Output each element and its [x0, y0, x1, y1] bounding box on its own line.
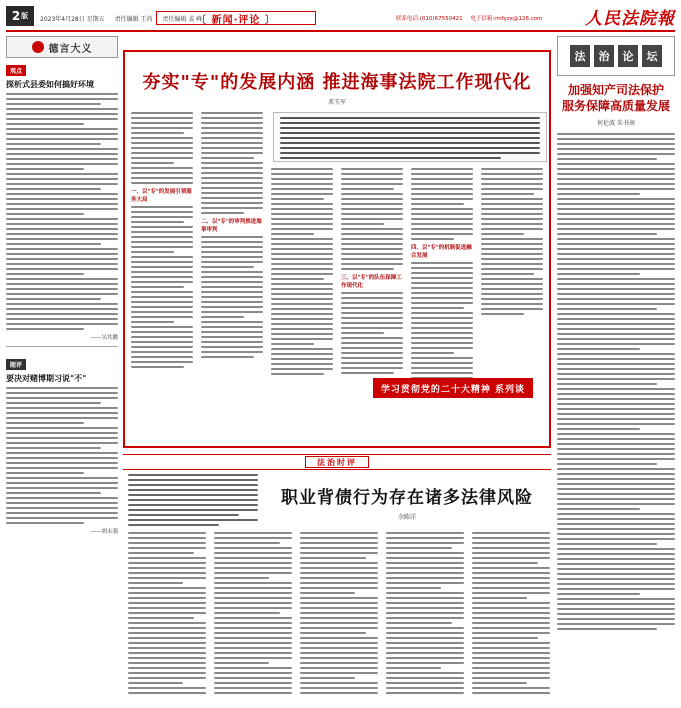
- divider: [6, 346, 118, 347]
- left-article-2-body: [6, 387, 118, 524]
- left-article-2-byline: ——胡永强: [90, 529, 118, 535]
- bottom-col-5: [472, 532, 550, 697]
- feature-subhead-2: 二、以"专"的审判推进海事审判: [201, 219, 262, 233]
- header-char-1: 法: [570, 45, 590, 67]
- feature-article: [123, 50, 551, 448]
- bottom-section-label: 法治时评: [305, 456, 369, 468]
- bottom-col-2: [214, 532, 292, 697]
- feature-col-2: [201, 112, 263, 361]
- contact-info: [396, 14, 549, 22]
- designer-credit: 责任编辑 姜 峰: [162, 16, 203, 23]
- bottom-lead-text: [128, 474, 258, 524]
- feature-subhead-4: 四、以"专"的机制促进融合发展: [411, 245, 472, 259]
- left-article-1-body: [6, 93, 118, 330]
- page-suffix: 版: [21, 12, 29, 20]
- viewpoint-tag: 观点: [6, 65, 26, 76]
- feature-col-4: [341, 168, 403, 377]
- bottom-article-body: [128, 532, 550, 704]
- left-column: [6, 36, 118, 704]
- right-title-line-2: 服务保障高质量发展: [561, 99, 670, 113]
- feature-title: 夯实"专"的发展内涵 推进海事法院工作现代化: [142, 72, 532, 93]
- feature-col-5: [411, 168, 473, 392]
- left-article-2-title: 要决对赌博期习说"不": [6, 374, 87, 383]
- right-column: [557, 36, 675, 704]
- left-column-header-text: 德言大义: [48, 43, 93, 55]
- bottom-col-3: [300, 532, 378, 697]
- bottom-col-1: [128, 532, 206, 697]
- feature-body: [131, 112, 543, 412]
- right-article-author: 何伦波 朱书南: [597, 120, 635, 127]
- issue-date: 2023年4月28日 星期五: [40, 16, 105, 23]
- right-column-header: [557, 36, 675, 76]
- newspaper-logo: 人民法院報: [585, 9, 675, 29]
- feature-author: 邓玉军: [327, 99, 346, 106]
- series-banner: 学习贯彻党的二十大精神 系列谈: [373, 378, 533, 398]
- header-char-3: 论: [618, 45, 638, 67]
- feature-subhead-3: 三、以"专"的队伍保障工作现代化: [341, 275, 402, 289]
- random-comment-tag: 随评: [6, 359, 26, 370]
- circle-icon: [32, 41, 44, 53]
- header-char-4: 坛: [642, 45, 662, 67]
- page-number-badge: [6, 6, 34, 26]
- left-column-header: [6, 36, 118, 58]
- bottom-article-author: 余陈洋: [397, 514, 416, 521]
- masthead: [6, 4, 675, 28]
- feature-subhead-1: 一、以"专"的发展引领服务大局: [131, 189, 192, 203]
- feature-col-6: [481, 168, 543, 318]
- header-char-2: 治: [594, 45, 614, 67]
- bottom-article-title: 职业背债行为存在诸多法律风险: [281, 488, 533, 508]
- bottom-col-4: [386, 532, 464, 697]
- left-article-1-title: 探析式县委如何搞好环境: [6, 80, 94, 89]
- editor-credit: 责任编辑 王尚: [114, 16, 153, 23]
- feature-col-1: [131, 112, 193, 371]
- contact-email: 电子信箱:rmfyzx@126.com: [470, 16, 543, 22]
- section-label: 〔 新闻·评论 〕: [156, 11, 316, 25]
- header-rule: [6, 30, 675, 32]
- page-number: 2: [11, 9, 21, 23]
- contact-phone: 联系电话:(010)67550421: [396, 16, 463, 22]
- right-article-title: [557, 82, 675, 114]
- right-title-line-1: 加强知产司法保护: [567, 83, 664, 97]
- left-article-1-byline: ——吴其鹏: [90, 335, 118, 341]
- right-article-body: [557, 133, 675, 630]
- bottom-section-banner: [123, 454, 551, 470]
- feature-col-3: [271, 168, 333, 378]
- feature-lead-box: [273, 112, 547, 162]
